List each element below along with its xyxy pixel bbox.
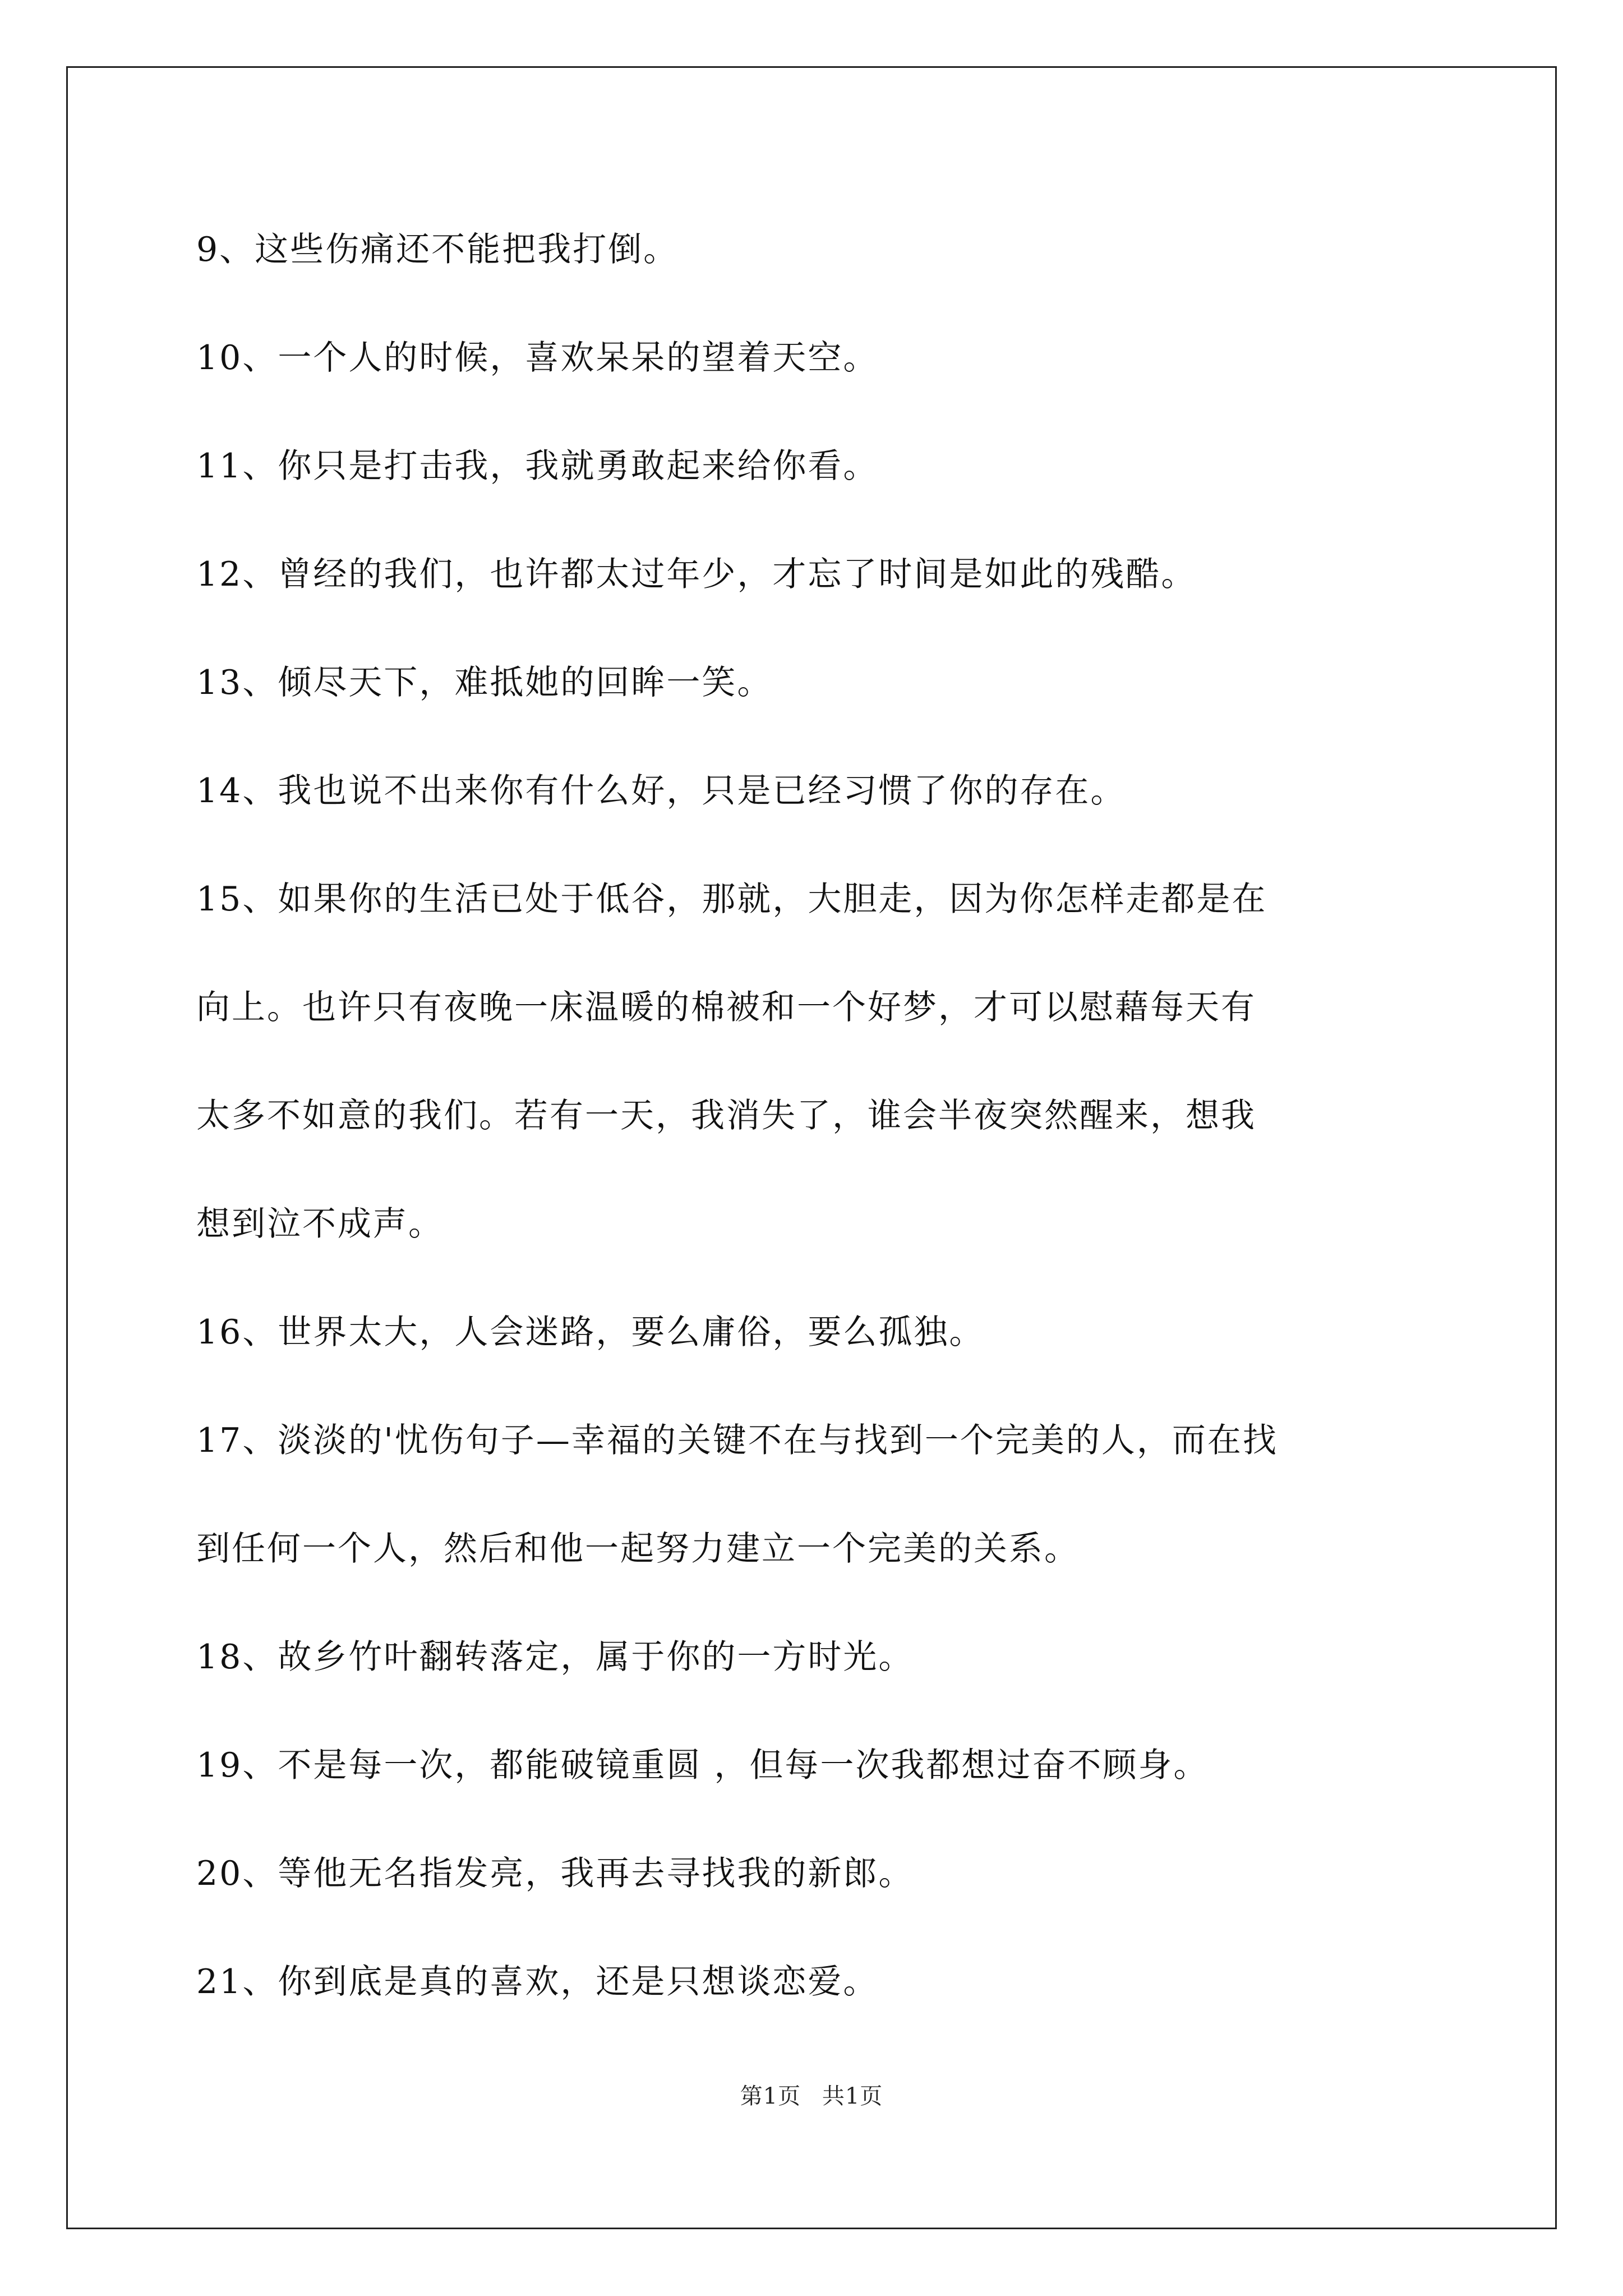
page-footer bbox=[0, 2082, 1623, 2110]
page-number-current: 第1页 bbox=[740, 2083, 801, 2109]
list-item: 14、我也说不出来你有什么好，只是已经习惯了你的存在。 bbox=[196, 771, 1126, 811]
list-item: 21、你到底是真的喜欢，还是只想谈恋爱。 bbox=[196, 1962, 879, 2001]
list-item-multiline bbox=[196, 871, 1430, 1252]
paragraph-line: 17、淡淡的'忧伤句子—幸福的关键不在与找到一个完美的人，而在找 bbox=[196, 1421, 1278, 1460]
paragraph-line: 太多不如意的我们。若有一天，我消失了，谁会半夜突然醒来，想我 bbox=[196, 1096, 1256, 1135]
list-item: 9、这些伤痛还不能把我打倒。 bbox=[196, 230, 679, 269]
list-item-multiline bbox=[196, 1412, 1430, 1577]
paragraph-line: 想到泣不成声。 bbox=[196, 1204, 444, 1244]
paragraph-line: 到任何一个人，然后和他一起努力建立一个完美的关系。 bbox=[196, 1529, 1080, 1568]
list-item: 13、倾尽天下，难抵她的回眸一笑。 bbox=[196, 663, 773, 702]
list-item: 20、等他无名指发亮，我再去寻找我的新郎。 bbox=[196, 1854, 914, 1893]
document-body bbox=[196, 222, 1430, 2010]
list-item: 16、世界太大，人会迷路，要么庸俗，要么孤独。 bbox=[196, 1313, 985, 1352]
page-number-total: 共1页 bbox=[822, 2083, 883, 2109]
list-item: 18、故乡竹叶翻转落定，属于你的一方时光。 bbox=[196, 1637, 914, 1677]
list-item: 11、你只是打击我，我就勇敢起来给你看。 bbox=[196, 447, 879, 486]
paragraph-line: 15、如果你的生活已处于低谷，那就，大胆走，因为你怎样走都是在 bbox=[196, 880, 1267, 919]
list-item: 10、一个人的时候，喜欢呆呆的望着天空。 bbox=[196, 338, 879, 378]
paragraph-line: 向上。也许只有夜晚一床温暖的棉被和一个好梦，才可以慰藉每天有 bbox=[196, 988, 1256, 1027]
list-item: 12、曾经的我们，也许都太过年少，才忘了时间是如此的残酷。 bbox=[196, 555, 1197, 594]
list-item: 19、不是每一次，都能破镜重圆 ，但每一次我都想过奋不顾身。 bbox=[196, 1746, 1209, 1785]
